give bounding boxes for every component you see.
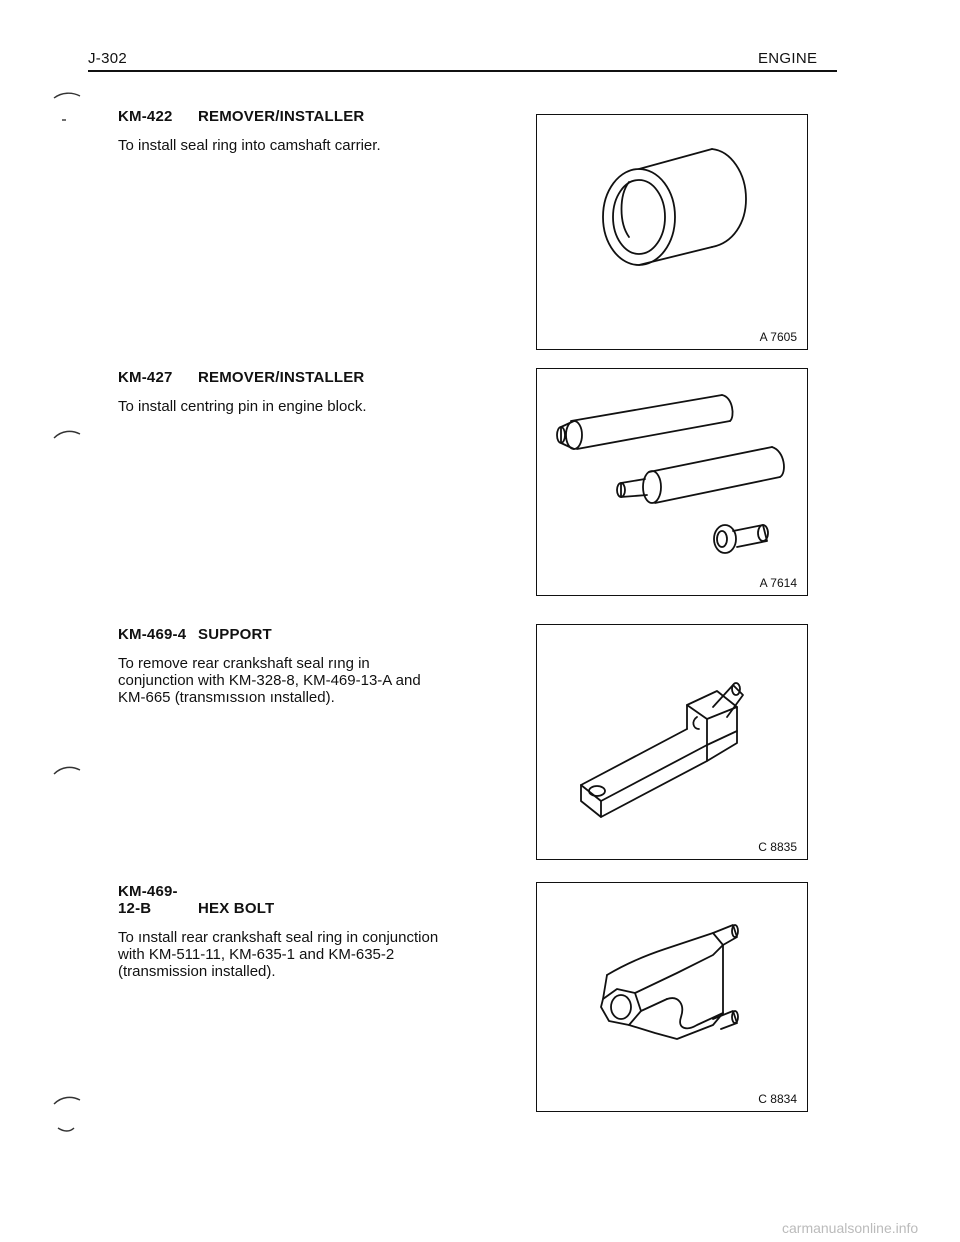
cylindrical-installer-icon [537,115,807,349]
tool-number: KM-427 [118,369,173,386]
binding-hole-mark [50,1090,100,1136]
figure-c8835 [536,624,808,860]
tool-heading [118,108,448,125]
tool-heading [118,626,448,643]
tool-entry-km-469-12-b [118,883,448,980]
hex-bolt-fork-icon [537,883,807,1111]
page-number: J-302 [88,50,128,67]
watermark: carmanualsonline.info [782,1220,919,1236]
tool-name: REMOVER/INSTALLER [198,369,365,386]
tool-entry-km-469-4 [118,626,448,706]
figure-a7614 [536,368,808,596]
tool-number: KM-469-4 [118,626,187,643]
tool-name: REMOVER/INSTALLER [198,108,365,125]
binding-hole-mark [50,86,100,126]
figure-code: C 8834 [758,1092,797,1106]
tool-entry-km-427 [118,369,448,415]
tool-heading [118,369,448,386]
l-bracket-support-icon [537,625,807,859]
tool-description: To remove rear crankshaft seal rıng in conjunction with KM-328-8, KM-469-13-A and KM-665 (transmıssıon ınstalled). [118,655,421,706]
figure-code: A 7614 [759,576,797,590]
header-rule [88,70,837,72]
figure-a7605 [536,114,808,350]
tool-heading [118,883,448,917]
tool-description: To ınstall rear crankshaft seal ring in conjunction with KM-511-11, KM-635-1 and KM-635-2 (transmission installed). [118,929,439,980]
tool-description: To install seal ring into camshaft carrier. [118,137,381,154]
pins-set-icon [537,369,807,595]
section-title: ENGINE [758,50,818,67]
tool-description: To install centring pin in engine block. [118,398,367,415]
figure-code: C 8835 [758,840,797,854]
tool-number: KM-422 [118,108,173,125]
tool-number: KM-469-12-B [118,883,178,917]
tool-name: HEX BOLT [198,900,275,917]
tool-name: SUPPORT [198,626,272,643]
binding-hole-mark [50,760,100,780]
tool-entry-km-422 [118,108,448,154]
figure-code: A 7605 [759,330,797,344]
binding-hole-mark [50,424,100,444]
figure-c8834 [536,882,808,1112]
